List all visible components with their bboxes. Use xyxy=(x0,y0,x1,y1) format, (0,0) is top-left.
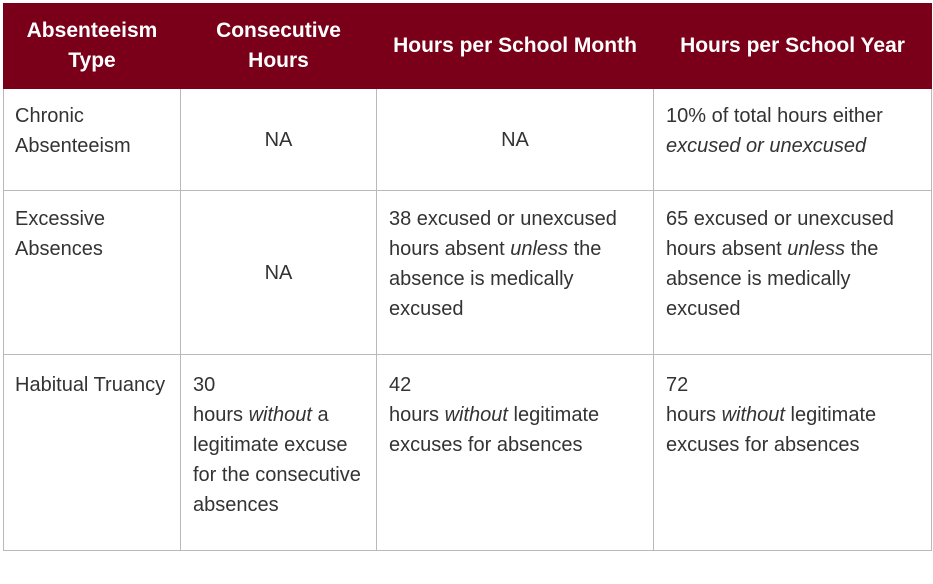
row-type-cell: Habitual Truancy xyxy=(4,355,181,551)
cell-number: 30 xyxy=(193,374,216,396)
cell-text: 10% of total hours either xyxy=(666,105,883,127)
table-header-row xyxy=(4,4,932,89)
cell-emphasis: unless xyxy=(510,238,569,260)
hours-per-year-cell xyxy=(654,191,932,355)
hours-per-year-cell xyxy=(654,89,932,191)
cell-number: 72 xyxy=(666,374,689,396)
cell-emphasis: excused or unexcused xyxy=(666,135,867,157)
table-row xyxy=(4,89,932,191)
table-row xyxy=(4,355,932,551)
hours-per-month-cell xyxy=(377,191,654,355)
hours-per-year-cell xyxy=(654,355,932,551)
cell-text: 38 excused or unexcused hours absent xyxy=(389,208,617,260)
header-hours-per-school-month: Hours per School Month xyxy=(377,4,654,89)
header-hours-per-school-year: Hours per School Year xyxy=(654,4,932,89)
hours-per-month-cell xyxy=(377,355,654,551)
table-row xyxy=(4,191,932,355)
cell-emphasis: without xyxy=(721,404,785,426)
cell-emphasis: without xyxy=(444,404,508,426)
consecutive-hours-cell xyxy=(181,355,377,551)
cell-text: a legitimate excuse for the consecutive absences xyxy=(193,404,361,516)
cell-text: hours xyxy=(193,404,249,426)
cell-emphasis: unless xyxy=(787,238,846,260)
cell-text: 65 excused or unexcused hours absent xyxy=(666,208,894,260)
row-type-cell: Excessive Absences xyxy=(4,191,181,355)
cell-number: 42 xyxy=(389,374,412,396)
cell-text: legitimate excuses for absences xyxy=(666,404,877,456)
cell-text: the absence is medically excused xyxy=(389,238,602,320)
cell-emphasis: without xyxy=(248,404,312,426)
cell-text: hours xyxy=(389,404,445,426)
header-consecutive-hours: Consecutive Hours xyxy=(181,4,377,89)
absenteeism-table xyxy=(3,3,932,551)
row-type-cell: Chronic Absenteeism xyxy=(4,89,181,191)
hours-per-month-cell: NA xyxy=(377,89,654,191)
cell-text: legitimate excuses for absences xyxy=(389,404,600,456)
consecutive-hours-cell: NA xyxy=(181,89,377,191)
cell-text: hours xyxy=(666,404,722,426)
cell-text: the absence is medically excused xyxy=(666,238,879,320)
consecutive-hours-cell: NA xyxy=(181,191,377,355)
header-absenteeism-type: Absenteeism Type xyxy=(4,4,181,89)
